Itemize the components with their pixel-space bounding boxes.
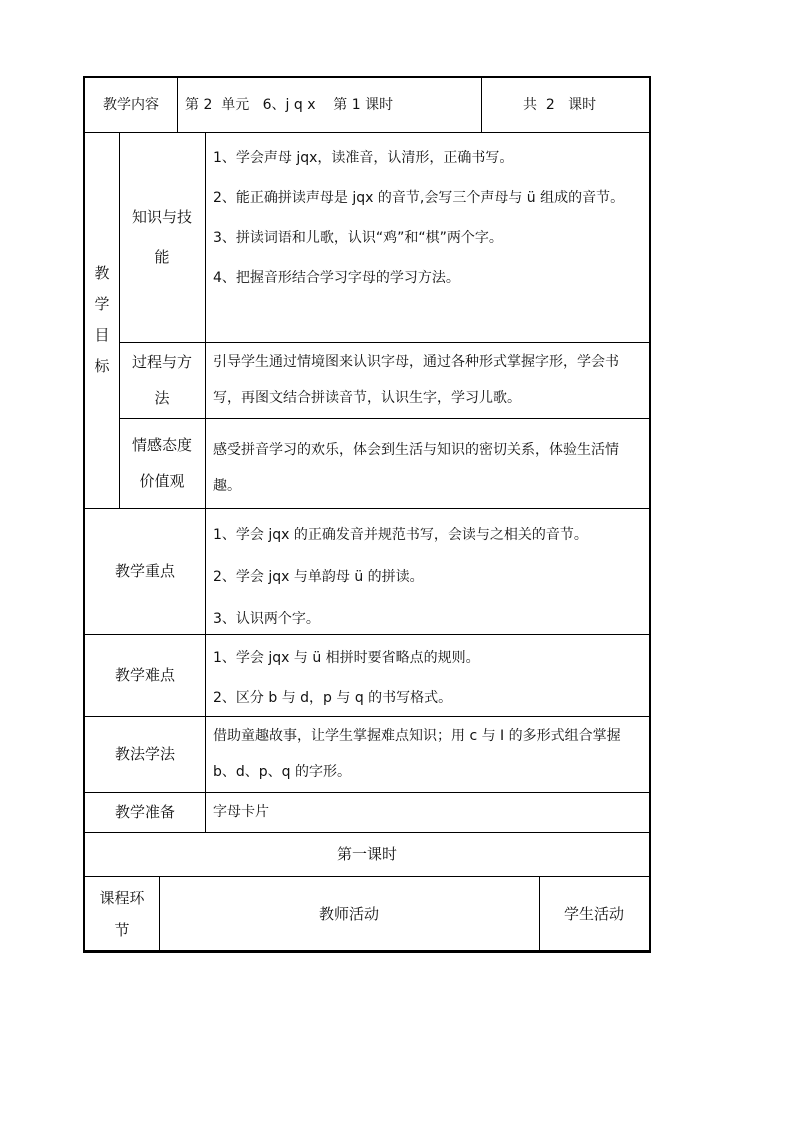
col-student-header: 学生活动 [563, 905, 624, 923]
emotion-label: 情感态度价值观 [131, 436, 192, 490]
preparation-label: 教学准备 [114, 803, 175, 821]
knowledge-label: 知识与技能 [131, 208, 192, 266]
knowledge-item-3: 3、拼读词语和儿歌，认识“鸡”和“棋”两个字。 [213, 230, 503, 246]
preparation-text: 字母卡片 [213, 804, 269, 820]
col-stage-header: 课程环节 [99, 889, 145, 939]
lesson-plan-table [83, 76, 651, 953]
knowledge-item-1: 1、学会声母 jqx，读准音，认清形，正确书写。 [213, 150, 514, 166]
methods-label: 教法学法 [114, 745, 175, 763]
header-total: 共 2 课时 [523, 97, 597, 113]
difficulties-content [213, 638, 645, 718]
difficulties-label: 教学难点 [114, 666, 175, 684]
header-label: 教学内容 [103, 97, 159, 113]
difficulty-1: 1、学会 jqx 与 ü 相拼时要省略点的规则。 [213, 650, 480, 666]
knowledge-item-4: 4、把握音形结合学习字母的学习方法。 [213, 270, 460, 286]
knowledge-item-2: 2、能正确拼读声母是 jqx 的音节,会写三个声母与 ü 组成的音节。 [213, 190, 625, 206]
key-points-label: 教学重点 [114, 562, 175, 580]
key-point-1: 1、学会 jqx 的正确发音并规范书写，会读与之相关的音节。 [213, 527, 588, 543]
key-point-2: 2、学会 jqx 与单韵母 ü 的拼读。 [213, 569, 424, 585]
process-text: 引导学生通过情境图来认识字母，通过各种形式掌握字形，学会书写，再图文结合拼读音节，认识生字，学习儿歌。 [213, 354, 619, 406]
key-points-content [213, 514, 645, 640]
emotion-text: 感受拼音学习的欢乐，体会到生活与知识的密切关系，体验生活情趣。 [213, 442, 619, 494]
col-teacher-header: 教师活动 [318, 905, 379, 923]
process-label: 过程与方法 [131, 353, 192, 407]
key-point-3: 3、认识两个字。 [213, 611, 320, 627]
difficulty-2: 2、区分 b 与 d，p 与 q 的书写格式。 [213, 690, 453, 706]
methods-text: 借助童趣故事，让学生掌握难点知识；用 c 与 I 的多形式组合掌握 b、d、p、q 的字形。 [213, 728, 621, 780]
knowledge-content [213, 138, 645, 338]
lesson-title: 第一课时 [336, 845, 397, 863]
objectives-label: 教学目标 [94, 264, 110, 375]
header-unit: 第 2 单元 6、j q x 第 1 课时 [185, 97, 394, 113]
